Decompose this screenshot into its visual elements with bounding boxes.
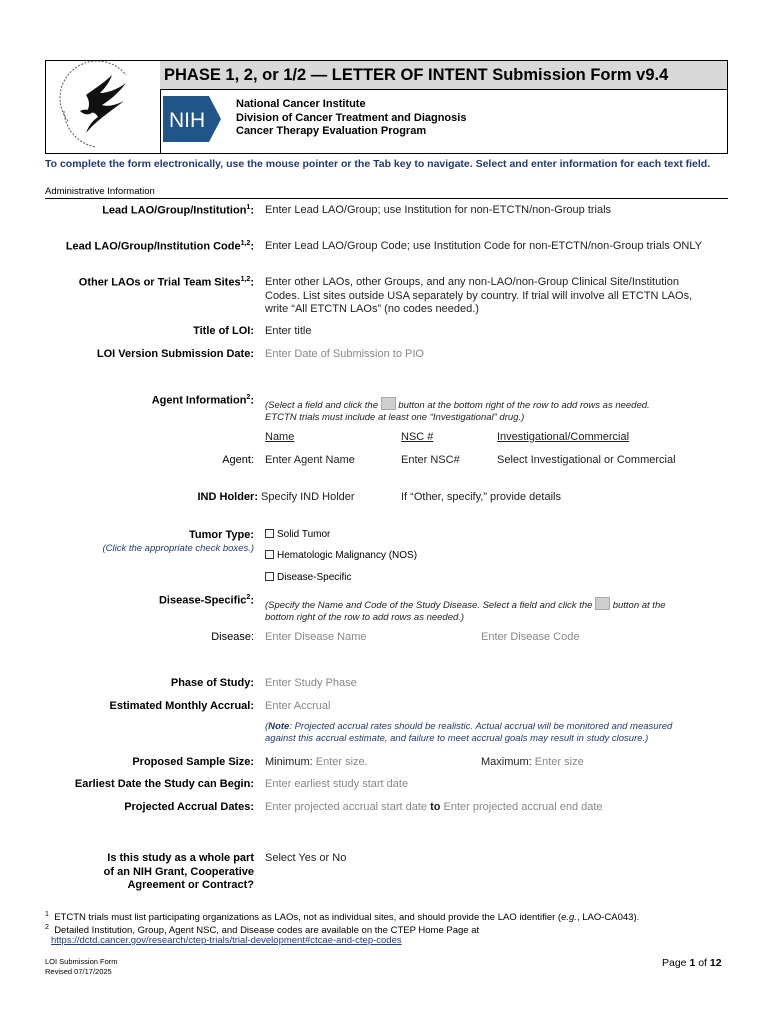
version-date-field[interactable]: Enter Date of Submission to PIO bbox=[265, 348, 424, 360]
heme-checkbox[interactable] bbox=[265, 550, 274, 559]
phase-select[interactable]: Enter Study Phase bbox=[265, 677, 357, 689]
section-divider bbox=[45, 198, 728, 199]
hhs-seal-cell bbox=[46, 61, 161, 153]
page-number: Page 1 of 12 bbox=[662, 957, 722, 969]
tumor-opt-heme[interactable]: Hematologic Malignancy (NOS) bbox=[265, 550, 417, 561]
agent-inv-select[interactable]: Select Investigational or Commercial bbox=[497, 454, 676, 466]
agent-label: Agent: bbox=[222, 454, 254, 466]
projected-dates-field[interactable]: Enter projected accrual start date to Enter projected accrual end date bbox=[265, 801, 603, 813]
proj-start-field[interactable]: Enter projected accrual start date bbox=[265, 801, 428, 813]
other-laos-field[interactable]: Enter other LAOs, other Groups, and any non-LAO/non-Group Clinical Site/Institution Codes. List sites outside USA separately by country. If trial will involve all ETCTN LAOs, write “All ETCTN LAOs” (no codes needed.) bbox=[265, 276, 693, 315]
disease-specific-checkbox[interactable] bbox=[265, 572, 274, 581]
sample-min[interactable]: Minimum: Enter size. bbox=[265, 756, 368, 768]
sample-size-label: Proposed Sample Size: bbox=[132, 756, 254, 768]
disease-name-field[interactable]: Enter Disease Name bbox=[265, 631, 367, 643]
projected-dates-label: Projected Accrual Dates: bbox=[124, 801, 254, 813]
tumor-type-label: Tumor Type: bbox=[189, 529, 254, 541]
grant-label: Is this study as a whole part of an NIH Grant, Cooperative Agreement or Contract? bbox=[103, 852, 254, 891]
tumor-opt-solid[interactable]: Solid Tumor bbox=[265, 529, 330, 540]
org-line-3: Cancer Therapy Evaluation Program bbox=[236, 125, 427, 137]
col-name-header: Name bbox=[265, 431, 295, 443]
tumor-opt-disease[interactable]: Disease-Specific bbox=[265, 572, 351, 583]
nih-logo-text: NIH bbox=[169, 109, 206, 132]
form-title: PHASE 1, 2, or 1/2 — LETTER OF INTENT Submission Form v9.4 bbox=[160, 61, 727, 90]
nih-logo bbox=[163, 96, 221, 142]
accrual-label: Estimated Monthly Accrual: bbox=[109, 700, 254, 712]
disease-code-field[interactable]: Enter Disease Code bbox=[481, 631, 580, 643]
org-line-2: Division of Cancer Treatment and Diagnosis bbox=[236, 111, 467, 124]
earliest-date-label: Earliest Date the Study can Begin: bbox=[74, 778, 254, 790]
phase-label: Phase of Study: bbox=[170, 677, 254, 689]
disease-label: Disease: bbox=[211, 631, 254, 643]
organization-block bbox=[236, 98, 466, 139]
agent-info-label: Agent Information$^2$: bbox=[151, 394, 254, 407]
tumor-type-hint: (Click the appropriate check boxes.) bbox=[102, 543, 254, 554]
col-inv-header: Investigational/Commercial bbox=[497, 431, 630, 443]
footnote-1: $^1$ ETCTN trials must list participating organizations as LAOs, not as individual sites, and should provide the LAO identifier (e.g., LAO-CA043). bbox=[45, 911, 640, 924]
col-nsc-header: NSC # bbox=[401, 431, 434, 443]
ctep-codes-link[interactable]: https://dctd.cancer.gov/research/ctep-trials/trial-development#ctcae-and-ctep-codes bbox=[51, 935, 402, 946]
title-label: Title of LOI: bbox=[193, 325, 254, 337]
title-field[interactable]: Enter title bbox=[265, 325, 312, 337]
footnote-2: $^2$ Detailed Institution, Group, Agent NSC, and Disease codes are available on the CTEP Home Page at bbox=[45, 924, 480, 937]
proj-end-field[interactable]: Enter projected accrual end date bbox=[443, 801, 603, 813]
disease-note: (Specify the Name and Code of the Study Disease. Select a field and click the button at the bottom right of the row to add rows as needed.) bbox=[265, 597, 666, 624]
lead-code-field[interactable]: Enter Lead LAO/Group Code; use Institution Code for non-ETCTN/non-Group trials ONLY bbox=[265, 240, 702, 252]
solid-tumor-checkbox[interactable] bbox=[265, 529, 274, 538]
version-label: LOI Version Submission Date: bbox=[96, 348, 254, 360]
accrual-field[interactable]: Enter Accrual bbox=[265, 700, 331, 712]
add-row-button[interactable] bbox=[381, 397, 396, 410]
sample-max[interactable]: Maximum: Enter size bbox=[481, 756, 584, 768]
footer-left: LOI Submission Form Revised 07/17/2025 bbox=[45, 957, 118, 976]
agent-name-field[interactable]: Enter Agent Name bbox=[265, 454, 355, 466]
lead-lao-field[interactable]: Enter Lead LAO/Group; use Institution for non-ETCTN/non-Group trials bbox=[265, 204, 612, 216]
disease-specific-label: Disease-Specific$^2$: bbox=[158, 594, 254, 607]
agent-nsc-field[interactable]: Enter NSC# bbox=[401, 454, 460, 466]
add-disease-row-button[interactable] bbox=[595, 597, 610, 610]
agent-note: (Select a field and click the button at the bottom right of the row to add rows as needed. ETCTN trials must include at least one “Investigational” drug.) bbox=[265, 397, 650, 424]
intro-instructions: To complete the form electronically, use the mouse pointer or the Tab key to navigate. Select and enter information for each text field. bbox=[45, 158, 711, 170]
section-heading: Administrative Information bbox=[45, 186, 155, 197]
ind-holder-label: IND Holder: bbox=[197, 491, 258, 503]
grant-select[interactable]: Select Yes or No bbox=[265, 852, 347, 864]
ind-other-field[interactable]: If “Other, specify,” provide details bbox=[401, 491, 561, 503]
hhs-seal-icon bbox=[46, 61, 158, 153]
lead-lao-label: Lead LAO/Group/Institution$^1$: bbox=[102, 204, 254, 217]
accrual-note: (Note: Projected accrual rates should be realistic. Actual accrual will be monitored and measured against this accrual estimate, and failure to meet accrual goals may result in study closure.) bbox=[265, 721, 673, 744]
other-laos-label: Other LAOs or Trial Team Sites$^{1,2}$: bbox=[78, 276, 254, 289]
org-line-1: National Cancer Institute bbox=[236, 98, 366, 110]
earliest-date-field[interactable]: Enter earliest study start date bbox=[265, 778, 409, 790]
lead-code-label: Lead LAO/Group/Institution Code$^{1,2}$: bbox=[65, 240, 254, 253]
ind-holder-select[interactable]: Specify IND Holder bbox=[261, 491, 355, 503]
